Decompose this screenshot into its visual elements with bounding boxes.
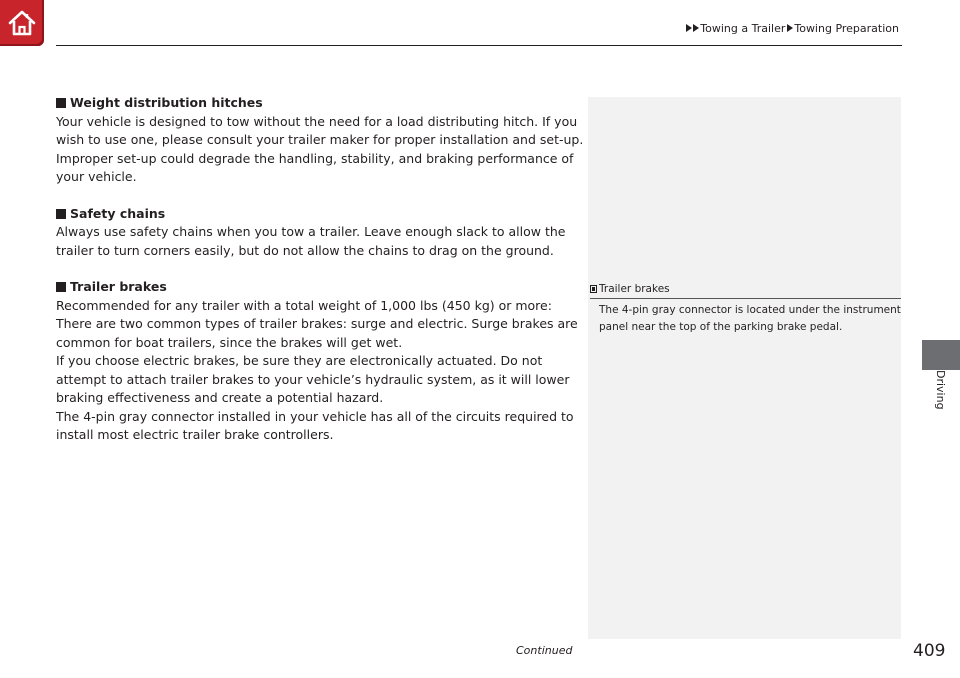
square-bullet-icon <box>56 282 66 292</box>
section-body <box>56 223 586 260</box>
notes-sidebar <box>588 97 901 639</box>
paragraph: Recommended for any trailer with a total weight of 1,000 lbs (450 kg) or more: <box>56 297 552 313</box>
section-body <box>56 113 586 187</box>
paragraph: The 4-pin gray connector installed in your vehicle has all of the circuits required to install most electric trailer brake controllers. <box>56 408 574 442</box>
square-bullet-icon <box>56 98 66 108</box>
section-heading: Safety chains <box>56 205 586 224</box>
home-icon <box>7 8 37 38</box>
section-heading: Weight distribution hitches <box>56 94 586 113</box>
page-number: 409 <box>913 641 946 661</box>
chapter-tab-label: Driving <box>934 370 947 410</box>
note-body: The 4-pin gray connector is located under the instrument panel near the top of the parking brake pedal. <box>599 304 901 333</box>
section-weight-distribution-hitches <box>56 94 586 187</box>
section-heading: Trailer brakes <box>56 278 586 297</box>
paragraph: If you choose electric brakes, be sure they are electronically actuated. Do not attempt to attach trailer brakes to your vehicle’s hydraulic system, as it will lower braking effectiveness and create a potential hazard. <box>56 353 570 405</box>
note-marker-icon <box>590 285 597 293</box>
side-note-trailer-brakes <box>590 282 901 335</box>
header-divider <box>56 45 902 46</box>
note-heading <box>590 282 901 299</box>
continued-label: Continued <box>516 644 573 657</box>
square-bullet-icon <box>56 209 66 219</box>
paragraph: There are two common types of trailer brakes: surge and electric. Surge brakes are common for boat trailers, since the brakes will get wet. <box>56 316 578 350</box>
home-button[interactable] <box>0 0 44 46</box>
note-title: Trailer brakes <box>599 283 670 295</box>
breadcrumb-arrow-icon <box>693 24 699 32</box>
breadcrumb-arrow-icon <box>787 24 793 32</box>
section-body <box>56 297 586 445</box>
chapter-tab[interactable] <box>922 340 960 370</box>
paragraph: Your vehicle is designed to tow without the need for a load distributing hitch. If you wish to use one, please consult your trailer maker for proper installation and set-up. Improper set-up could degrade the handling, stability, and braking performance of your vehicle. <box>56 113 584 184</box>
breadcrumb-arrow-icon <box>686 24 692 32</box>
breadcrumb-item-towing-preparation: Towing Preparation <box>794 21 899 35</box>
paragraph: Always use safety chains when you tow a trailer. Leave enough slack to allow the trailer to turn corners easily, but do not allow the chains to drag on the ground. <box>56 224 566 258</box>
main-content <box>56 94 586 463</box>
section-safety-chains <box>56 205 586 261</box>
section-trailer-brakes <box>56 278 586 445</box>
breadcrumb-item-towing-a-trailer[interactable]: Towing a Trailer <box>700 21 786 35</box>
breadcrumb <box>686 20 901 36</box>
